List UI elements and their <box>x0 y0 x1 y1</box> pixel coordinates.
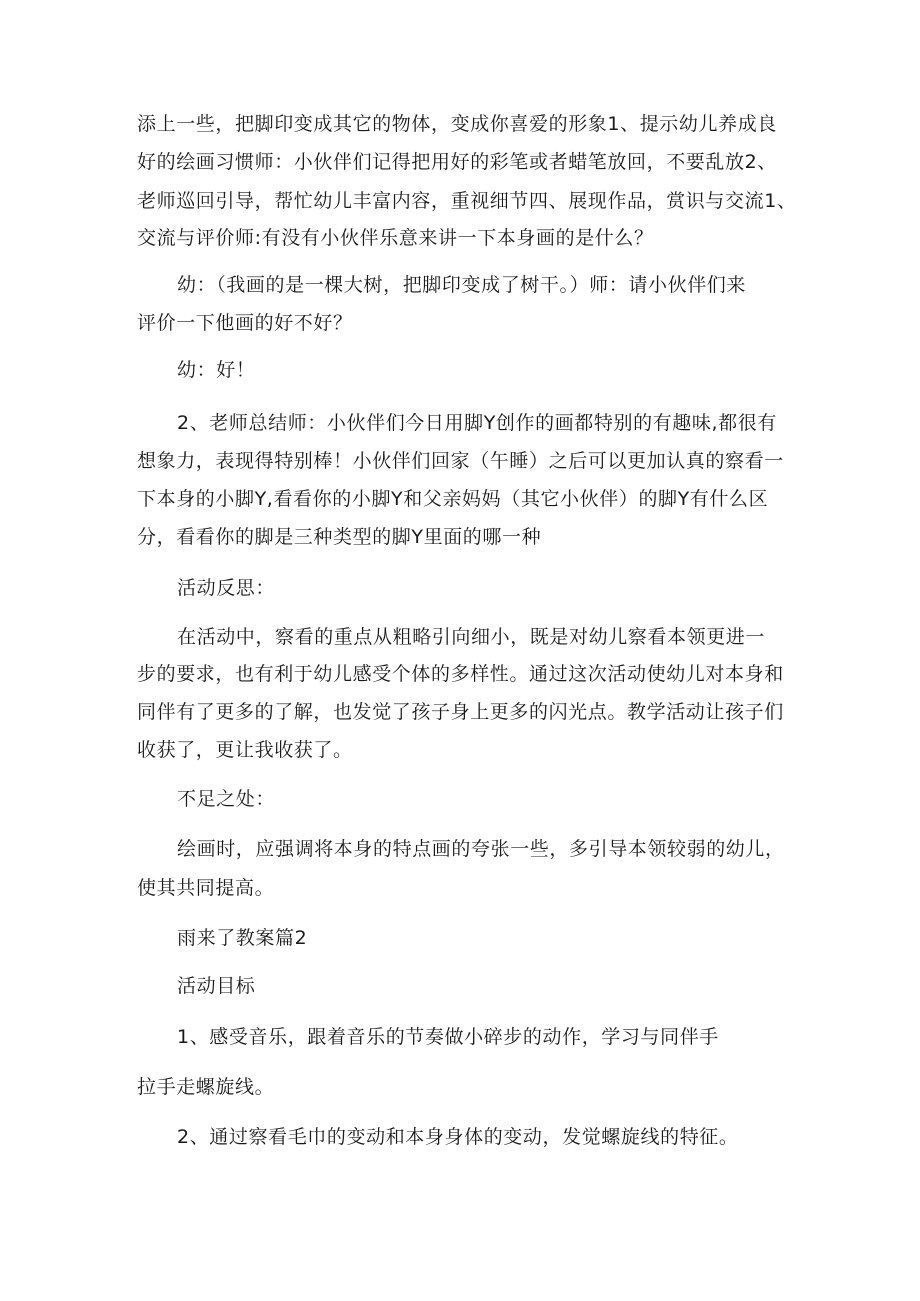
text-line: 好的绘画习惯师：小伙伴们记得把用好的彩笔或者蜡笔放回，不要乱放2、 <box>137 151 777 173</box>
text-line: 拉手走螺旋线。 <box>137 1076 275 1098</box>
text-line: 想象力，表现得特别棒！小伙伴们回家（午睡）之后可以更加认真的察看一 <box>137 450 784 472</box>
section-heading: 活动反思： <box>177 577 276 599</box>
section-heading: 不足之处： <box>177 788 276 810</box>
document-title: 雨来了教案篇2 <box>177 927 308 949</box>
text-line: 幼：好！ <box>177 359 256 381</box>
text-line: 老师巡回引导，帮忙幼儿丰富内容，重视细节四、展现作品，赏识与交流1、 <box>137 190 797 212</box>
text-line: 同伴有了更多的了解，也发觉了孩子身上更多的闪光点。教学活动让孩子们 <box>137 701 784 723</box>
text-line: 步的要求，也有利于幼儿感受个体的多样性。通过这次活动使幼儿对本身和 <box>137 663 784 685</box>
text-line: 绘画时，应强调将本身的特点画的夸张一些，多引导本领较弱的幼儿， <box>177 838 785 860</box>
text-line: 在活动中，察看的重点从粗略引向细小，既是对幼儿察看本领更进一 <box>177 626 766 648</box>
text-line: 添上一些，把脚印变成其它的物体，变成你喜爱的形象1、提示幼儿养成良 <box>137 113 777 135</box>
section-heading: 活动目标 <box>177 975 256 997</box>
text-line: 收获了，更让我收获了。 <box>137 739 353 761</box>
text-line: 评价一下他画的好不好？ <box>137 312 353 334</box>
text-line: 下本身的小脚Y,看看你的小脚Y和父亲妈妈（其它小伙伴）的脚Y有什么区 <box>137 488 769 510</box>
text-line: 2、通过察看毛巾的变动和本身身体的变动，发觉螺旋线的特征。 <box>177 1126 739 1148</box>
text-line: 交流与评价师:有没有小伙伴乐意来讲一下本身画的是什么？ <box>137 227 654 249</box>
text-line: 1、感受音乐，跟着音乐的节奏做小碎步的动作，学习与同伴手 <box>177 1026 719 1048</box>
text-line: 分，看看你的脚是三种类型的脚Y里面的哪一种 <box>137 526 542 548</box>
text-line: 2、老师总结师：小伙伴们今日用脚Y创作的画都特别的有趣味,都很有 <box>177 412 777 434</box>
text-line: 使其共同提高。 <box>137 877 275 899</box>
text-line: 幼：（我画的是一棵大树，把脚印变成了树干。）师：请小伙伴们来 <box>177 274 747 296</box>
